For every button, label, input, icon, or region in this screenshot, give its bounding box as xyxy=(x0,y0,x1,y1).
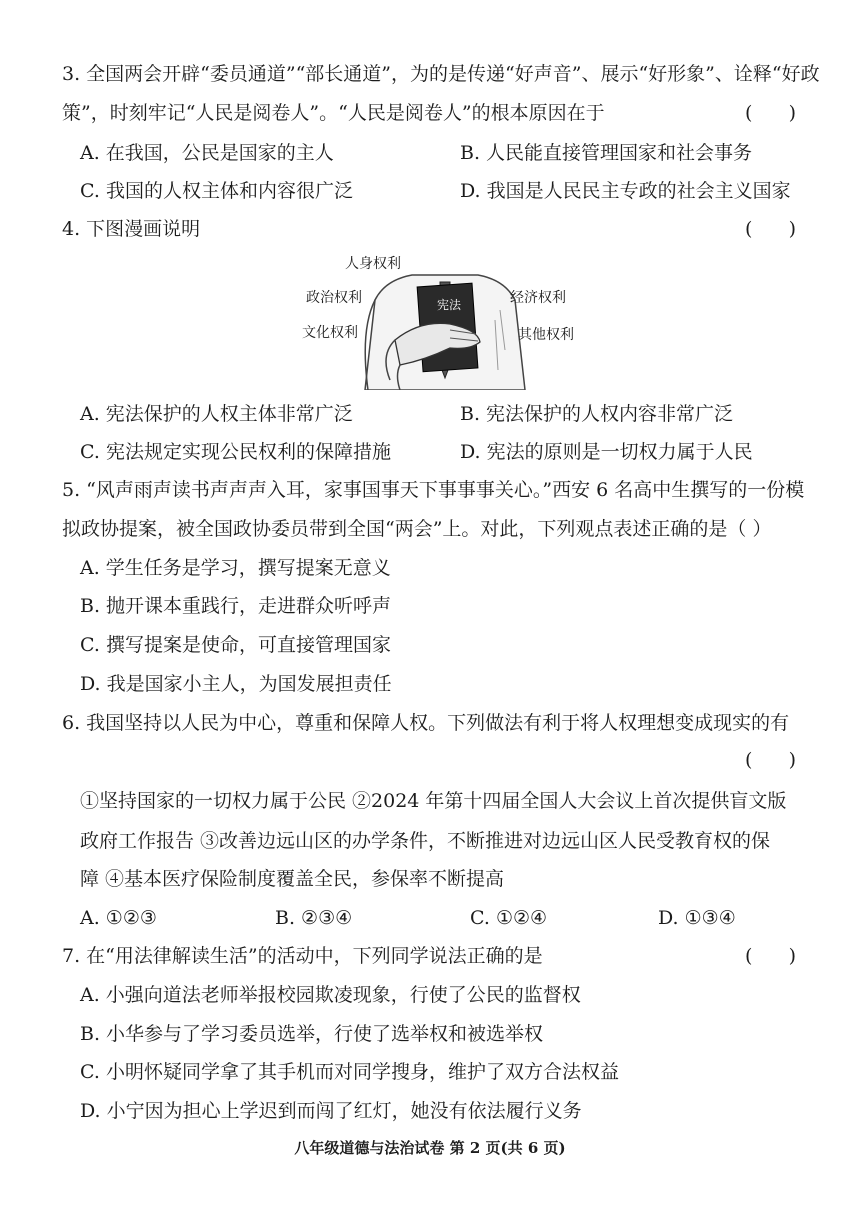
q4-option-d: D. 宪法的原则是一切权力属于人民 xyxy=(460,441,753,463)
q3-answer-paren: ( ) xyxy=(745,102,797,124)
q5-stem-line1: 5. “风声雨声读书声声声入耳，家事国事天下事事事关心。”西安 6 名高中生撰写的一份模 xyxy=(62,479,805,501)
q7-answer-paren: ( ) xyxy=(745,945,797,967)
label-other-rights: 其他权利 xyxy=(518,327,574,343)
q6-answer-paren: ( ) xyxy=(745,749,797,771)
q5-option-b: B. 抛开课本重践行，走进群众听呼声 xyxy=(80,595,392,617)
q7-stem: 7. 在“用法律解读生活”的活动中，下列同学说法正确的是 xyxy=(62,945,543,967)
q5-option-c: C. 撰写提案是使命，可直接管理国家 xyxy=(80,634,391,656)
q3-stem-line2: 策”，时刻牢记“人民是阅卷人”。“人民是阅卷人”的根本原因在于 xyxy=(62,102,605,124)
q3-stem-line1: 3. 全国两会开辟“委员通道”“部长通道”，为的是传递“好声音”、展示“好形象”、诠释“好政 xyxy=(62,63,820,85)
q6-items-line2: 政府工作报告 ③改善边远山区的办学条件，不断推进对边远山区人民受教育权的保 xyxy=(80,830,771,852)
cartoon-illustration xyxy=(300,250,590,390)
q6-option-d: D. ①③④ xyxy=(658,907,736,929)
q6-option-a: A. ①②③ xyxy=(80,907,157,929)
q4-option-c: C. 宪法规定实现公民权利的保障措施 xyxy=(80,441,391,463)
q7-option-d: D. 小宁因为担心上学迟到而闯了红灯，她没有依法履行义务 xyxy=(80,1100,582,1122)
q5-option-a: A. 学生任务是学习，撰写提案无意义 xyxy=(80,557,391,579)
q6-option-b: B. ②③④ xyxy=(275,907,353,929)
q6-items-line3: 障 ④基本医疗保险制度覆盖全民，参保率不断提高 xyxy=(80,868,505,890)
cartoon-figure xyxy=(300,250,590,390)
book-label: 宪法 xyxy=(437,298,462,312)
q6-items-line1: ①坚持国家的一切权力属于公民 ②2024 年第十四届全国人大会议上首次提供盲文版 xyxy=(80,790,787,812)
q7-option-c: C. 小明怀疑同学拿了其手机而对同学搜身，维护了双方合法权益 xyxy=(80,1061,619,1083)
q6-option-c: C. ①②④ xyxy=(470,907,548,929)
label-political-rights: 政治权利 xyxy=(306,290,362,306)
q4-option-b: B. 宪法保护的人权内容非常广泛 xyxy=(460,403,734,425)
q4-answer-paren: ( ) xyxy=(745,218,797,240)
page-footer: 八年级道德与法治试卷 第 2 页(共 6 页) xyxy=(294,1139,566,1157)
label-cultural-rights: 文化权利 xyxy=(302,325,358,341)
label-personal-rights: 人身权利 xyxy=(345,256,401,272)
q3-option-c: C. 我国的人权主体和内容很广泛 xyxy=(80,180,353,202)
q7-option-b: B. 小华参与了学习委员选举，行使了选举权和被选举权 xyxy=(80,1023,544,1045)
q3-option-b: B. 人民能直接管理国家和社会事务 xyxy=(460,142,753,164)
q4-option-a: A. 宪法保护的人权主体非常广泛 xyxy=(80,403,353,425)
label-economic-rights: 经济权利 xyxy=(510,290,566,306)
q5-option-d: D. 我是国家小主人，为国发展担责任 xyxy=(80,673,392,695)
q6-stem: 6. 我国坚持以人民为中心，尊重和保障人权。下列做法有利于将人权理想变成现实的有 xyxy=(62,712,790,734)
q4-stem: 4. 下图漫画说明 xyxy=(62,218,201,240)
q5-stem-line2: 拟政协提案，被全国政协委员带到全国“两会”上。对此，下列观点表述正确的是（ ） xyxy=(62,518,772,540)
q7-option-a: A. 小强向道法老师举报校园欺凌现象，行使了公民的监督权 xyxy=(80,984,581,1006)
q3-option-a: A. 在我国，公民是国家的主人 xyxy=(80,142,334,164)
q3-option-d: D. 我国是人民民主专政的社会主义国家 xyxy=(460,180,791,202)
